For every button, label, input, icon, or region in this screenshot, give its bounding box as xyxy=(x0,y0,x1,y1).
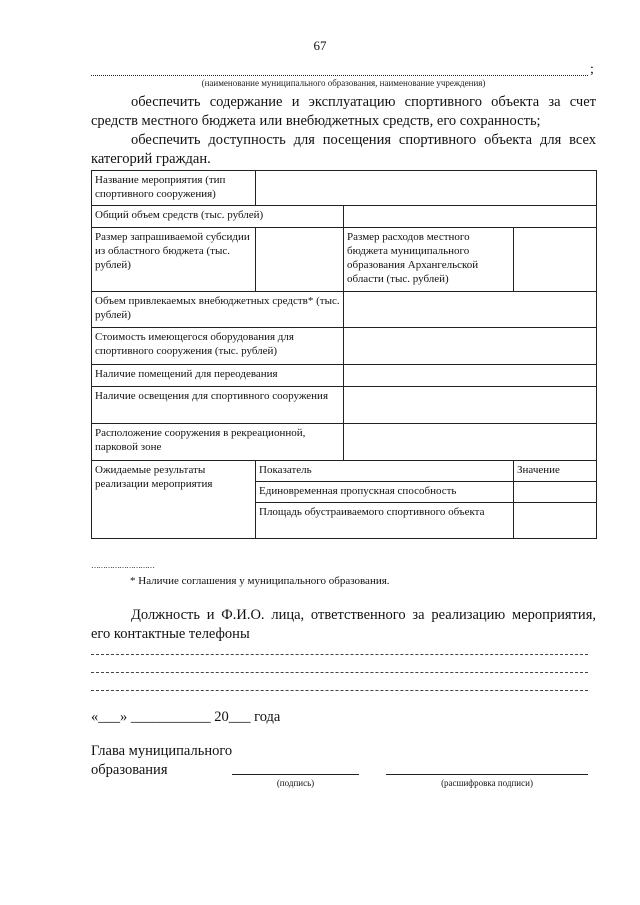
signature-decoding-caption: (расшифровка подписи) xyxy=(441,778,533,788)
organization-name-caption: (наименование муниципального образования, наименование учреждения) xyxy=(201,78,486,88)
equipment-cost-label: Стоимость имеющегося оборудования для спортивного сооружения (тыс. рублей) xyxy=(92,328,344,365)
indicator-header: Показатель xyxy=(256,461,514,482)
lighting-label: Наличие освещения для спортивного сооружения xyxy=(92,387,344,424)
date-day-blank[interactable]: ___ xyxy=(98,709,120,725)
obligation-accessibility: обеспечить доступность для посещения спортивного объекта для всех категорий граждан. xyxy=(91,132,596,167)
signature-caption: (подпись) xyxy=(276,778,315,788)
responsible-line-1[interactable] xyxy=(91,654,588,655)
changing-rooms-label: Наличие помещений для переодевания xyxy=(92,365,344,387)
changing-rooms-field[interactable] xyxy=(344,365,597,387)
header-trailing-mark: ; xyxy=(590,62,594,77)
head-title-line1: Глава муниципального xyxy=(91,743,233,759)
organization-name-line[interactable] xyxy=(91,75,588,76)
responsible-text-block xyxy=(91,606,596,644)
event-name-label: Название мероприятия (тип спортивного сооружения) xyxy=(92,171,256,206)
responsible-line-2[interactable] xyxy=(91,672,588,673)
date-year-blank[interactable]: ___ xyxy=(228,709,251,725)
date-open-quote: « xyxy=(91,709,99,725)
date-line xyxy=(91,708,280,727)
head-title xyxy=(91,742,232,780)
location-label: Расположение сооружения в рекреационной, парковой зоне xyxy=(92,424,344,461)
subsidy-field[interactable] xyxy=(256,228,344,292)
date-suffix: года xyxy=(254,709,281,725)
footnote-rule: ……………………… xyxy=(91,561,154,570)
indicator-area: Площадь обустраиваемого спортивного объекта xyxy=(256,503,514,539)
obligations-text xyxy=(91,93,596,169)
total-funds-field[interactable] xyxy=(344,206,597,228)
area-value-field[interactable] xyxy=(514,503,597,539)
obligation-maintenance: обеспечить содержание и эксплуатацию спортивного объекта за счет средств местного бюджета или внебюджетных средств, его сохранность; xyxy=(91,94,596,129)
results-label: Ожидаемые результаты реализации мероприятия xyxy=(92,461,256,539)
responsible-line-3[interactable] xyxy=(91,690,588,691)
date-close-quote: » xyxy=(120,709,128,725)
local-budget-label: Размер расходов местного бюджета муниципального образования Архангельской области (тыс. рублей) xyxy=(344,228,514,292)
lighting-field[interactable] xyxy=(344,387,597,424)
date-month-blank[interactable]: ___________ xyxy=(130,709,211,725)
total-funds-label: Общий объем средств (тыс. рублей) xyxy=(92,206,344,228)
signature-decoding-line[interactable] xyxy=(386,774,588,775)
throughput-value-field[interactable] xyxy=(514,482,597,503)
signature-line[interactable] xyxy=(232,774,359,775)
location-field[interactable] xyxy=(344,424,597,461)
responsible-text: Должность и Ф.И.О. лица, ответственного за реализацию мероприятия, его контактные телефоны xyxy=(91,607,596,642)
subsidy-label: Размер запрашиваемой субсидии из областного бюджета (тыс. рублей) xyxy=(92,228,256,292)
footnote-text: * Наличие соглашения у муниципального образования. xyxy=(130,575,390,587)
event-name-field[interactable] xyxy=(256,171,597,206)
equipment-cost-field[interactable] xyxy=(344,328,597,365)
value-header: Значение xyxy=(514,461,597,482)
head-title-line2: образования xyxy=(91,762,168,778)
extra-funds-field[interactable] xyxy=(344,292,597,328)
event-info-table xyxy=(91,170,597,539)
page-number: 67 xyxy=(313,38,327,53)
local-budget-field[interactable] xyxy=(514,228,597,292)
indicator-throughput: Единовременная пропускная способность xyxy=(256,482,514,503)
extra-funds-label: Объем привлекаемых внебюджетных средств* (тыс. рублей) xyxy=(92,292,344,328)
date-year-prefix: 20 xyxy=(214,709,229,725)
